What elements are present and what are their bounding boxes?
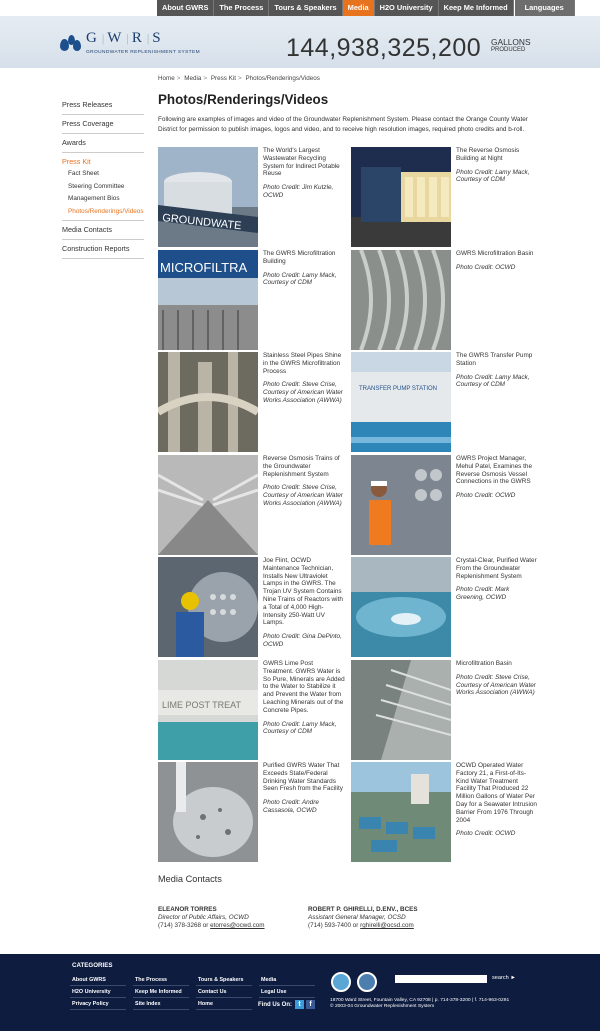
languages-button[interactable]: Languages <box>515 0 575 16</box>
photo-item <box>158 660 348 760</box>
breadcrumb-press-kit[interactable]: Press Kit <box>210 75 237 82</box>
breadcrumb-media[interactable]: Media <box>184 75 202 82</box>
photo-thumbnail[interactable] <box>351 352 451 452</box>
sidebar-subitem-photos[interactable]: Photos/Renderings/Videos <box>68 207 144 215</box>
photo-thumbnail[interactable] <box>158 147 258 247</box>
sidebar-subitem-management-bios[interactable]: Management Bios <box>68 195 120 202</box>
sidebar-item-media-contacts[interactable]: Media Contacts <box>62 221 144 240</box>
facebook-icon[interactable]: f <box>306 1000 315 1009</box>
photo-thumbnail[interactable] <box>158 557 258 657</box>
footer-link-media[interactable]: Media <box>259 975 315 986</box>
footer-link-about[interactable]: About GWRS <box>70 975 126 986</box>
photo-thumbnail[interactable] <box>158 250 258 350</box>
photo-caption: GWRS Lime Post Treatment. GWRS Water is So Pure, Minerals are Added to the Water to Stabilize it and Prevent the Water from Leaching Minerals out of the Concrete Pipes. Photo Credit: Lamy Mack, Courtesy of CDM <box>263 660 345 736</box>
photo-item <box>351 660 541 760</box>
photo-item <box>158 250 348 350</box>
photo-item <box>158 147 348 247</box>
photo-item <box>351 147 541 247</box>
footer-link-process[interactable]: The Process <box>133 975 189 986</box>
photo-item <box>351 557 541 657</box>
sidebar-item-awards[interactable]: Awards <box>62 134 144 153</box>
nav-the-process[interactable]: The Process <box>214 0 269 16</box>
photo-thumbnail[interactable] <box>351 455 451 555</box>
contact-card-torres: ELEANOR TORRES Director of Public Affairs, OCWD (714) 378-3268 or etorres@ocwd.com <box>158 906 265 929</box>
twitter-icon[interactable]: t <box>295 1000 304 1009</box>
footer-link-site-index[interactable]: Site Index <box>133 999 189 1010</box>
photo-caption: Reverse Osmosis Trains of the Groundwater Replenishment System Photo Credit: Steve Crise, Courtesy of American Water Works Association (AWWA) <box>263 455 343 507</box>
nav-about-gwrs[interactable]: About GWRS <box>157 0 214 16</box>
photo-item <box>158 352 348 452</box>
logo-tagline: GROUNDWATER REPLENISHMENT SYSTEM <box>86 50 200 55</box>
find-us-label: Find Us On: <box>258 1002 292 1008</box>
sidebar-item-construction-reports[interactable]: Construction Reports <box>62 240 144 259</box>
footer-address: 18700 Ward Street, Fountain Valley, CA 92708 | p. 714-378-3200 | f. 714-963-0291 © 2003-04 Groundwater Replenishment System <box>330 998 510 1009</box>
svg-text:MICROFILTRA: MICROFILTRA <box>160 260 248 275</box>
footer-link-keep-informed[interactable]: Keep Me Informed <box>133 987 189 998</box>
sidebar-nav <box>62 96 144 259</box>
svg-text:GROUNDWATE: GROUNDWATE <box>161 212 242 233</box>
photo-item <box>158 455 348 555</box>
photo-caption: OCWD Operated Water Factory 21, a First-of-Its-Kind Water Treatment Facility That Produced 22 Million Gallons of Water Per Day for a Seawater Intrusion Barrier From 1976 Through 2004 Photo Credit: OCWD <box>456 762 537 838</box>
search-input[interactable] <box>395 975 487 983</box>
top-navigation <box>0 0 600 16</box>
photo-caption: Stainless Steel Pipes Shine in the GWRS Microfiltration Process Photo Credit: Steve Crise, Courtesy of American Water Works Association (AWWA) <box>263 352 343 404</box>
photo-thumbnail[interactable] <box>351 762 451 862</box>
breadcrumb: Home > Media > Press Kit > Photos/Renderings/Videos <box>158 75 320 82</box>
nav-h2o-university[interactable]: H2O University <box>375 0 439 16</box>
breadcrumb-current: Photos/Renderings/Videos <box>245 75 320 82</box>
photo-thumbnail[interactable] <box>351 557 451 657</box>
sidebar-item-press-kit[interactable]: Press Kit <box>62 157 91 166</box>
photo-item <box>351 250 541 350</box>
footer-link-h2o[interactable]: H2O University <box>70 987 126 998</box>
svg-text:TRANSFER PUMP STATION: TRANSFER PUMP STATION <box>359 386 438 392</box>
gwrs-logo[interactable] <box>60 30 200 60</box>
footer-link-home[interactable]: Home <box>196 999 252 1010</box>
water-drops-icon <box>60 32 82 52</box>
photo-caption: GWRS Microfiltration Basin Photo Credit: OCWD <box>456 250 534 271</box>
photo-thumbnail[interactable] <box>351 147 451 247</box>
award-badge-icon <box>331 972 351 992</box>
nav-keep-me-informed[interactable]: Keep Me Informed <box>439 0 514 16</box>
photo-caption: Crystal-Clear, Purified Water From the Groundwater Replenishment System Photo Credit: Mark Greening, OCWD <box>456 557 537 602</box>
photo-caption: The GWRS Transfer Pump Station Photo Credit: Lamy Mack, Courtesy of CDM <box>456 352 533 389</box>
photo-caption: The World's Largest Wastewater Recycling System for Indirect Potable Reuse Photo Credit: Jim Kutzle, OCWD <box>263 147 340 199</box>
photo-item <box>158 557 348 657</box>
logo-letters: G|W|R|S <box>86 30 166 46</box>
footer-link-legal[interactable]: Legal Use <box>259 987 315 998</box>
photo-thumbnail[interactable] <box>158 762 258 862</box>
photo-caption: GWRS Project Manager, Mehul Patel, Examines the Reverse Osmosis Vessel Connections in the GWRS Photo Credit: OCWD <box>456 455 533 500</box>
footer-categories-heading: CATEGORIES <box>72 962 113 969</box>
footer-link-tours[interactable]: Tours & Speakers <box>196 975 252 986</box>
sidebar-subitem-steering-committee[interactable]: Steering Committee <box>68 182 125 190</box>
counter-unit: GALLONS PRODUCED <box>491 37 531 53</box>
sidebar-item-press-coverage[interactable]: Press Coverage <box>62 115 144 134</box>
photo-thumbnail[interactable] <box>158 352 258 452</box>
photo-caption: Purified GWRS Water That Exceeds State/Federal Drinking Water Standards Seen Fresh from the Facility Photo Credit: Andre Cassasola, OCWD <box>263 762 343 814</box>
gallons-counter: 144,938,325,200 <box>286 34 482 62</box>
email-link-ghirelli[interactable]: rghirelli@ocsd.com <box>360 922 414 929</box>
breadcrumb-home[interactable]: Home <box>158 75 175 82</box>
intro-text: Following are examples of images and video of the Groundwater Replenishment System. Please contact the Orange County Water District for permission to publish images, logos and video, and to receive high resolution images, required photo credits and b-roll. <box>158 116 528 133</box>
photo-thumbnail[interactable] <box>351 660 451 760</box>
award-seal-icon <box>357 972 377 992</box>
photo-thumbnail[interactable] <box>158 455 258 555</box>
main-nav <box>157 0 575 16</box>
email-link-torres[interactable]: etorres@ocwd.com <box>210 922 265 929</box>
nav-tours-speakers[interactable]: Tours & Speakers <box>269 0 342 16</box>
photo-thumbnail[interactable] <box>158 660 258 760</box>
press-kit-submenu <box>62 168 144 221</box>
search-icon: ► <box>510 975 516 981</box>
photo-item <box>158 762 348 862</box>
page-title: Photos/Renderings/Videos <box>158 92 329 107</box>
svg-text:LIME POST TREAT: LIME POST TREAT <box>162 700 242 710</box>
nav-media[interactable]: Media <box>343 0 375 16</box>
site-header <box>0 16 600 68</box>
sidebar-subitem-fact-sheet[interactable]: Fact Sheet <box>68 170 99 177</box>
footer-link-contact[interactable]: Contact Us <box>196 987 252 998</box>
footer-link-privacy[interactable]: Privacy Policy <box>70 999 126 1010</box>
photo-caption: The Reverse Osmosis Building at Night Photo Credit: Lamy Mack, Courtesy of CDM <box>456 147 530 184</box>
photo-caption: The GWRS Microfiltration Building Photo Credit: Lamy Mack, Courtesy of CDM <box>263 250 337 287</box>
contact-card-ghirelli: ROBERT P. GHIRELLI, D.ENV., BCES Assistant General Manager, OCSD (714) 593-7400 or rghirelli@ocsd.com <box>308 906 418 929</box>
media-contacts-heading: Media Contacts <box>158 874 222 884</box>
photo-item <box>351 455 541 555</box>
search-button[interactable]: search ► <box>492 975 516 981</box>
photo-thumbnail[interactable] <box>351 250 451 350</box>
photo-caption: Joe Flint, OCWD Maintenance Technician, Installs New Ultraviolet Lamps in the GWRS. The Trojan UV System Contains Nine Trains of Reactors with a Total of 4,000 High-Intensity 250-Watt UV Lamps. Photo Credit: Gina DePinto, OCWD <box>263 557 343 648</box>
site-footer <box>0 954 600 1031</box>
photo-item <box>351 352 541 452</box>
sidebar-item-press-releases[interactable]: Press Releases <box>62 96 144 115</box>
photo-caption: Microfiltration Basin Photo Credit: Steve Crise, Courtesy of American Water Works Association (AWWA) <box>456 660 536 697</box>
photo-item <box>351 762 541 862</box>
